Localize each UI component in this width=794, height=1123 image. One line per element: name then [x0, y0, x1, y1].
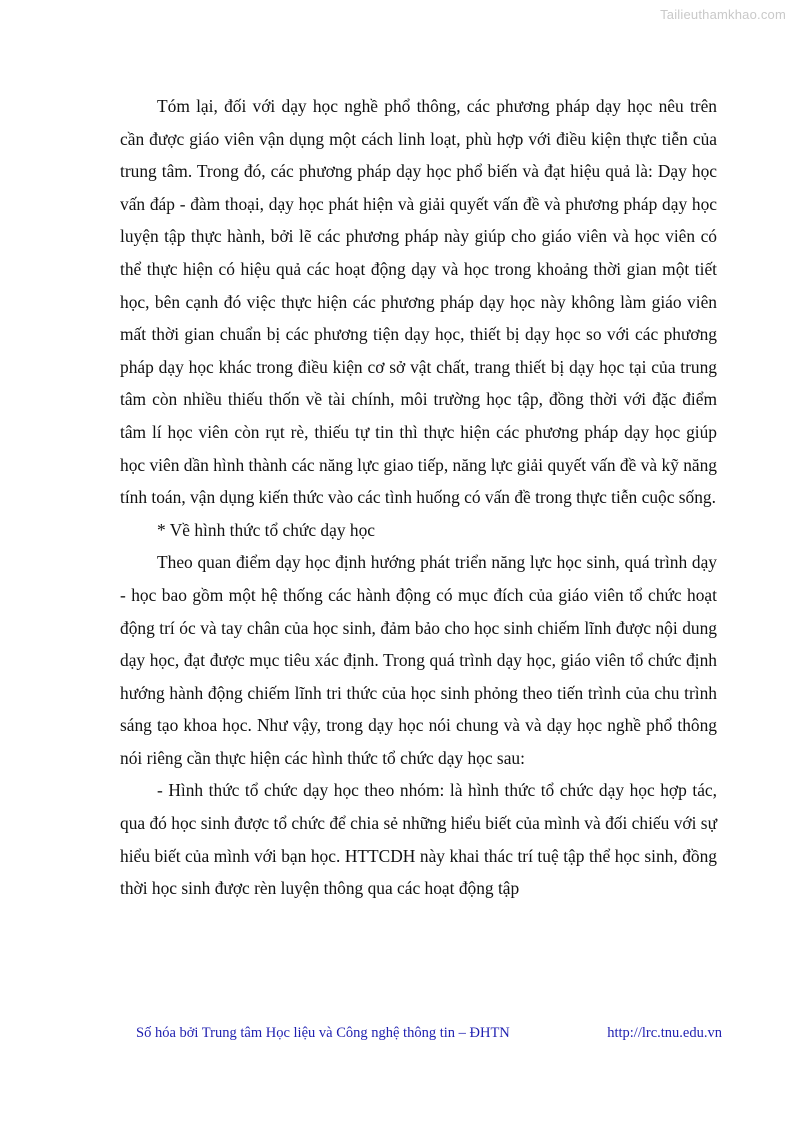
paragraph-summary: Tóm lại, đối với dạy học nghề phổ thông, các phương pháp dạy học nêu trên cần được giáo viên vận dụng một cách linh loạt, phù hợp với điều kiện thực tiễn của trung tâm. Trong đó, các phương pháp dạy học phổ biến và đạt hiệu quả là: Dạy học vấn đáp - đàm thoại, dạy học phát hiện và giải quyết vấn đề và phương pháp dạy học luyện tập thực hành, bởi lẽ các phương pháp này giúp cho giáo viên và học viên có thể thực hiện có hiệu quả các hoạt động dạy và học trong khoảng thời gian một tiết học, bên cạnh đó việc thực hiện các phương pháp dạy học này không làm giáo viên mất thời gian chuẩn bị các phương tiện dạy học, thiết bị dạy học so với các phương pháp dạy học khác trong điều kiện cơ sở vật chất, trang thiết bị dạy học tại của trung tâm còn nhiều thiếu thốn về tài chính, môi trường học tập, đồng thời với đặc điểm tâm lí học viên còn rụt rè, thiếu tự tin thì thực hiện các phương pháp dạy học giúp học viên dần hình thành các năng lực giao tiếp, năng lực giải quyết vấn đề và kỹ năng tính toán, vận dụng kiến thức vào các tình huống có vấn đề trong thực tiễn cuộc sống. [120, 96, 717, 508]
footer-url[interactable]: http://lrc.tnu.edu.vn [607, 1025, 722, 1041]
page-body [120, 90, 717, 905]
footer-attribution: Số hóa bởi Trung tâm Học liệu và Công nghệ thông tin – ĐHTN [136, 1025, 510, 1041]
watermark: Tailieuthamkhao.com [660, 7, 786, 22]
paragraph-group-teaching: - Hình thức tổ chức dạy học theo nhóm: là hình thức tổ chức dạy học hợp tác, qua đó học sinh được tổ chức để chia sẻ những hiểu biết của mình và đối chiếu với sự hiểu biết của mình với bạn học. HTTCDH này khai thác trí tuệ tập thể học sinh, đồng thời học sinh được rèn luyện thông qua các hoạt động tập [120, 780, 717, 899]
section-heading: * Về hình thức tổ chức dạy học [157, 519, 375, 540]
paragraph-teaching-process: Theo quan điểm dạy học định hướng phát triển năng lực học sinh, quá trình dạy - học bao gồm một hệ thống các hành động có mục đích của giáo viên tổ chức hoạt động trí óc và tay chân của học sinh, đảm bảo cho học sinh chiếm lĩnh được nội dung dạy học, đạt được mục tiêu xác định. Trong quá trình dạy học, giáo viên tổ chức định hướng hành động chiếm lĩnh tri thức của học sinh phỏng theo tiến trình của chu trình sáng tạo khoa học. Như vậy, trong dạy học nói chung và và dạy học nghề phổ thông nói riêng cần thực hiện các hình thức tổ chức dạy học sau: [120, 552, 717, 768]
